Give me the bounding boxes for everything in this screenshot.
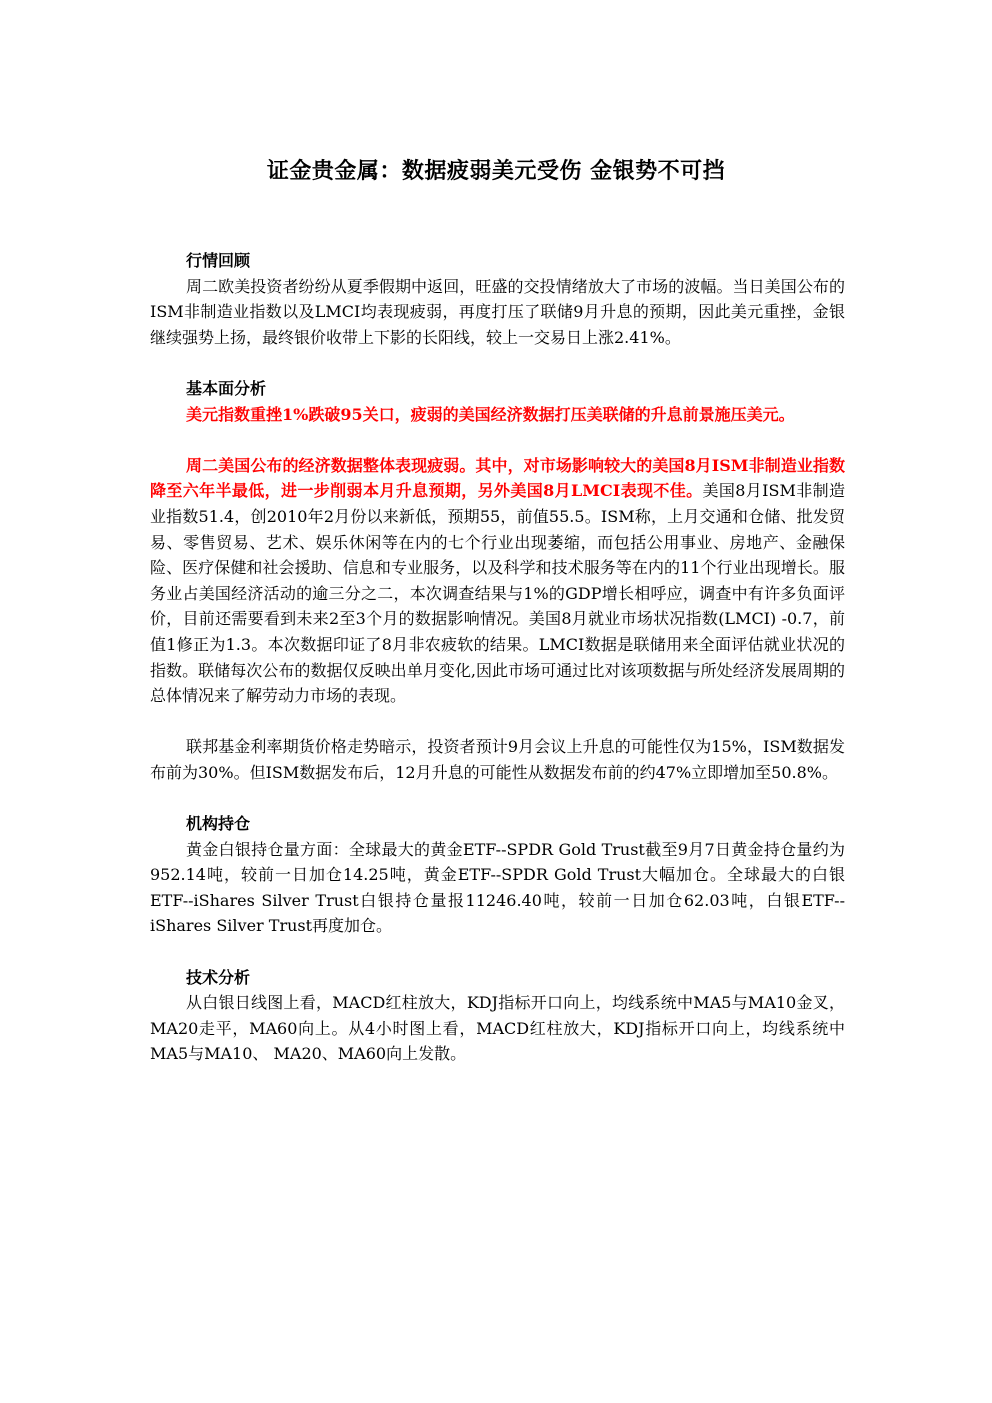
section-heading-fundamental: 基本面分析 — [186, 378, 267, 398]
fundamental-paragraph-2-text: 美国8月ISM非制造业指数51.4，创2010年2月份以来新低，预期55，前值55.5。ISM称，上月交通和仓储、批发贸易、零售贸易、艺术、娱乐休闲等在内的七个行业出现萎缩，而包括公用事业、房地产、金融保险、医疗保健和社会援助、信息和专业服务，以及科学和技术服务等在内的11个行业出现增长。服务业占美国经济活动的逾三分之二，本次调查结果与1%的GDP增长相呼应，调查中有许多负面评价，目前还需要看到未来2至3个月的数据影响情况。美国8月就业市场状况指数(LMCI) -0.7，前值1修正为1.3。本次数据印证了8月非农疲软的结果。LMCI数据是联储用来全面评估就业状况的指数。联储每次公布的数据仅反映出单月变化,因此市场可通过比对该项数据与所处经济发展周期的总体情况来了解劳动力市场的表现。 — [150, 481, 845, 706]
fundamental-paragraph-2 — [150, 453, 845, 709]
fundamental-highlight-paragraph: 美元指数重挫1%跌破95关口，疲弱的美国经济数据打压美联储的升息前景施压美元。 — [186, 404, 795, 424]
fundamental-paragraph-2-highlight: 周二美国公布的经济数据整体表现疲弱。其中，对市场影响较大的美国8月ISM非制造业指数降至六年半最低，进一步削弱本月升息预期，另外美国8月LMCI表现不佳。 — [150, 455, 845, 501]
section-heading-review: 行情回顾 — [186, 251, 251, 270]
spacer — [150, 785, 845, 811]
spacer — [150, 350, 845, 376]
document-body — [150, 248, 845, 1067]
document-title: 证金贵金属：数据疲弱美元受伤 金银势不可挡 — [266, 158, 726, 184]
section-heading-technical: 技术分析 — [186, 967, 251, 987]
fundamental-paragraph-3: 联邦基金利率期货价格走势暗示，投资者预计9月会议上升息的可能性仅为15%，ISM数据发布前为30%。但ISM数据发布后，12月升息的可能性从数据发布前的约47%立即增加至50.8%。 — [150, 737, 845, 782]
spacer — [150, 709, 845, 735]
spacer — [150, 939, 845, 965]
spacer — [150, 427, 845, 453]
technical-paragraph: 从白银日线图上看，MACD红柱放大，KDJ指标开口向上，均线系统中MA5与MA10金叉，MA20走平，MA60向上。从4小时图上看，MACD红柱放大，KDJ指标开口向上，均线系统中MA5与MA10、 MA20、MA60向上发散。 — [150, 993, 845, 1064]
review-paragraph: 周二欧美投资者纷纷从夏季假期中返回，旺盛的交投情绪放大了市场的波幅。当日美国公布的ISM非制造业指数以及LMCI均表现疲弱，再度打压了联储9月升息的预期，因此美元重挫，金银继续强势上扬，最终银价收带上下影的长阳线，较上一交易日上涨2.41%。 — [150, 276, 845, 347]
section-heading-positions: 机构持仓 — [186, 814, 251, 834]
positions-paragraph: 黄金白银持仓量方面：全球最大的黄金ETF--SPDR Gold Trust截至9月7日黄金持仓量约为952.14吨，较前一日加仓14.25吨，黄金ETF--SPDR Gold Trust大幅加仓。全球最大的白银ETF--iShares Silver Trust白银持仓量报11246.40吨，较前一日加仓62.03吨，白银ETF--iShares Silver Trust再度加仓。 — [150, 839, 845, 936]
